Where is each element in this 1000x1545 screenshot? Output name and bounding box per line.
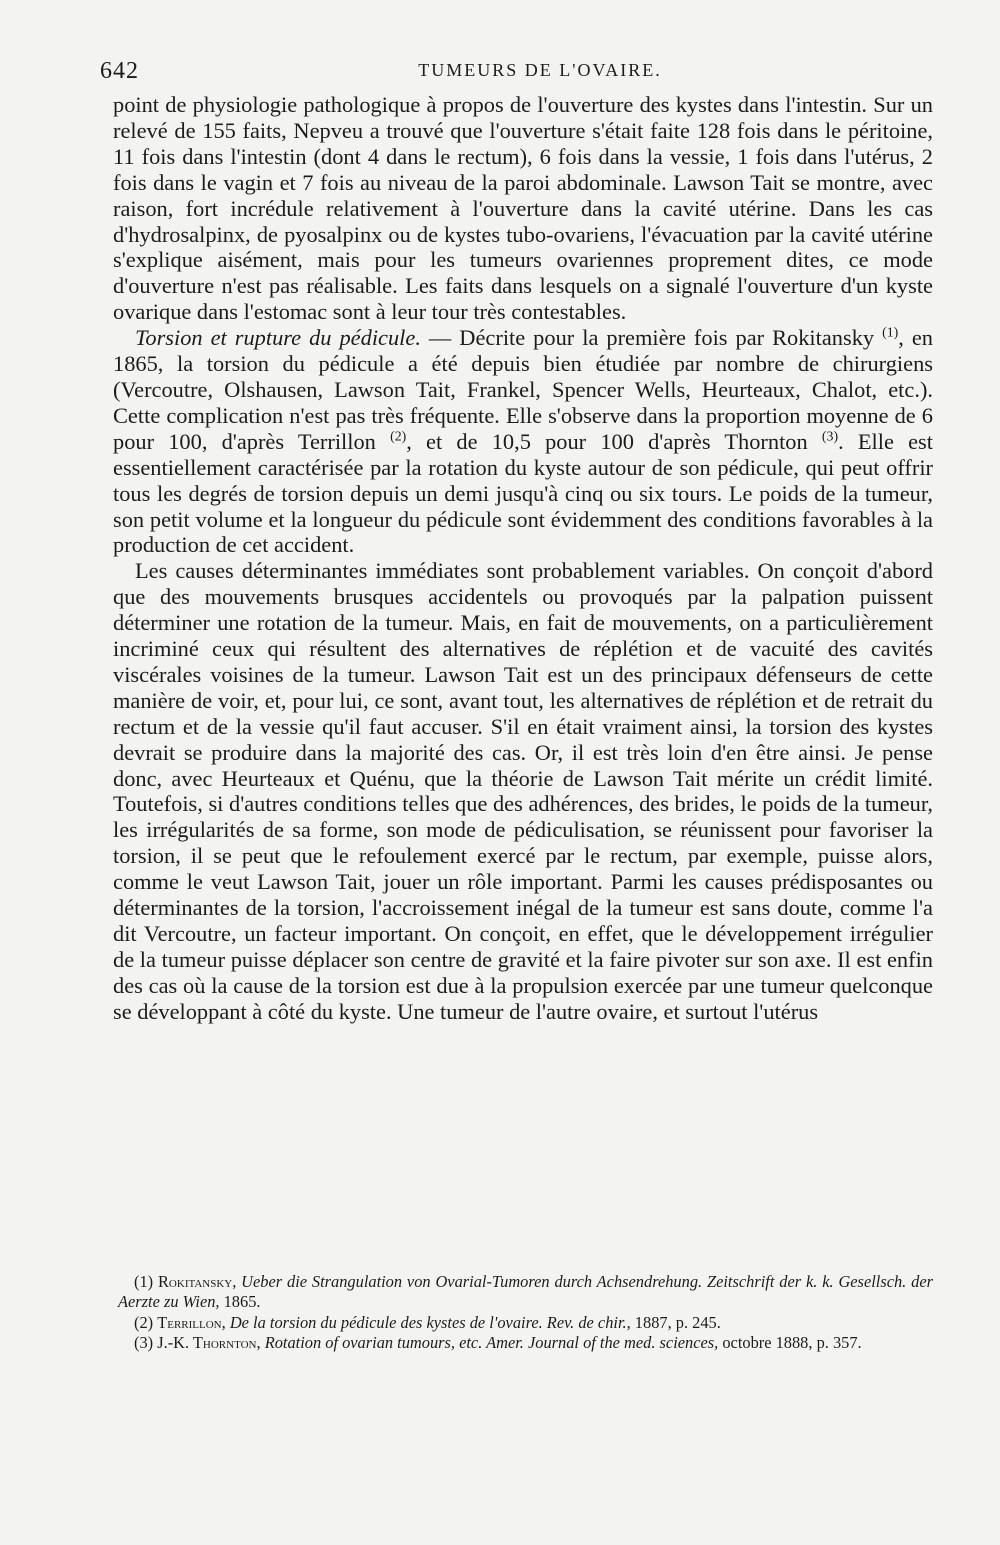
footnote-mark: (2) — [134, 1312, 154, 1332]
footnote-author: J.-K. Thornton, — [157, 1333, 261, 1353]
footnote-title: De la torsion du pédicule des kystes de l'ovaire. Rev. de chir., — [225, 1312, 631, 1332]
paragraph-text: , en 1865, la torsion du pédicule a été depuis bien étudiée par nombre de chirurgiens (Vercoutre, Olshausen, Lawson Tait, Frankel, Spencer Wells, Heurteaux, Chalot, etc.). Cette complication n'est pas très fréquente. Elle s'observe dans la proportion moyenne de 6 pour 100, d'après Terrillon — [113, 325, 933, 454]
footnote-3 — [118, 1333, 933, 1353]
section-heading: Torsion et rupture du pédicule. — [135, 325, 421, 351]
footnote-ref-2: (2) — [390, 429, 407, 445]
footnote-title: Ueber die Strangulation von Ovarial-Tumoren durch Achsendrehung. Zeitschrift der k. k. Gesellsch. der Aerzte zu Wien, — [118, 1272, 933, 1312]
paragraph-text: , et de 10,5 pour 100 d'après Thornton — [406, 428, 822, 454]
paragraph-text: . Elle est essentiellement caractérisée par la rotation du kyste autour de son pédicule, qui peut offrir tous les degrés de torsion depuis un demi jusqu'à cinq ou six tours. Le poids de la tumeur, son petit volume et la longueur du pédicule sont évidemment des conditions favorables à la production de cet accident. — [113, 428, 933, 558]
footnote-source: 1887, p. 245. — [630, 1312, 721, 1332]
footnote-source: octobre 1888, p. 357. — [718, 1333, 862, 1353]
footnotes — [118, 1272, 933, 1354]
running-header — [100, 58, 940, 88]
paragraph-continued: point de physiologie pathologique à propos de l'ouverture des kystes dans l'intestin. Sur un relevé de 155 faits, Nepveu a trouvé que l'ouverture s'était faite 128 fois dans le péritoine, 11 fois dans l'intestin (dont 4 dans le rectum), 6 fois dans la vessie, 1 fois dans l'utérus, 2 fois dans le vagin et 7 fois au niveau de la paroi abdominale. Lawson Tait se montre, avec raison, fort incrédule relativement à l'ouverture dans la cavité utérine. Dans les cas d'hydrosalpinx, de pyosalpinx ou de kystes tubo-ovariens, l'évacuation par la cavité utérine s'explique aisément, mais pour les tumeurs ovariennes proprement dites, ce mode d'ouverture n'est pas réalisable. Les faits dans lesquels on a signalé l'ouverture d'un kyste ovarique dans l'estomac sont à leur tour très contestables. — [113, 92, 933, 325]
footnote-mark: (1) — [134, 1272, 154, 1291]
footnote-ref-1: (1) — [882, 325, 899, 341]
footnote-title: Rotation of ovarian tumours, etc. Amer. Journal of the med. sciences, — [260, 1333, 719, 1353]
footnote-2 — [118, 1313, 933, 1333]
footnote-ref-3: (3) — [821, 429, 839, 445]
paragraph-torsion — [113, 325, 933, 558]
body-text — [113, 92, 933, 1025]
footnote-1 — [118, 1272, 933, 1313]
paragraph-causes: Les causes déterminantes immédiates sont probablement variables. On conçoit d'abord que des mouvements brusques accidentels ou provoqués par la palpation puissent déterminer une rotation de la tumeur. Mais, en fait de mouvements, on a particulièrement incriminé ceux qui résultent des alternatives de réplétion et de vacuité des cavités viscérales voisines de la tumeur. Lawson Tait est un des principaux défenseurs de cette manière de voir, et, pour lui, ce sont, avant tout, les alternatives de réplétion et de retrait du rectum et de la vessie qu'il faut accuser. S'il en était vraiment ainsi, la torsion des kystes devrait se produire dans la majorité des cas. Or, il est très loin d'en être ainsi. Je pense donc, avec Heurteaux et Quénu, que la théorie de Lawson Tait mérite un crédit limité. Toutefois, si d'autres conditions telles que des adhérences, des brides, le poids de la tumeur, les irrégularités de sa forme, son mode de pédiculisation, se réunissent pour favoriser la torsion, il se peut que le refoulement exercé par le rectum, par exemple, puisse alors, comme le veut Lawson Tait, jouer un rôle important. Parmi les causes prédisposantes ou déterminantes de la torsion, l'accroissement inégal de la tumeur est sans doute, comme l'a dit Vercoutre, un facteur important. On conçoit, en effet, que le développement irrégulier de la tumeur puisse déplacer son centre de gravité et la faire pivoter sur son axe. Il est enfin des cas où la cause de la torsion est due à la propulsion exercée par une tumeur quelconque se développant à côté du kyste. Une tumeur de l'autre ovaire, et surtout l'utérus — [113, 558, 933, 1024]
footnote-author: Rokitansky, — [158, 1272, 237, 1291]
footnote-mark: (3) — [134, 1333, 154, 1353]
footnote-author: Terrillon, — [157, 1312, 226, 1332]
running-title: TUMEURS DE L'OVAIRE. — [418, 60, 662, 80]
paragraph-text: — Décrite pour la première fois par Rokitansky — [420, 325, 883, 351]
page-number: 642 — [100, 58, 139, 84]
footnote-source: 1865. — [219, 1292, 261, 1312]
